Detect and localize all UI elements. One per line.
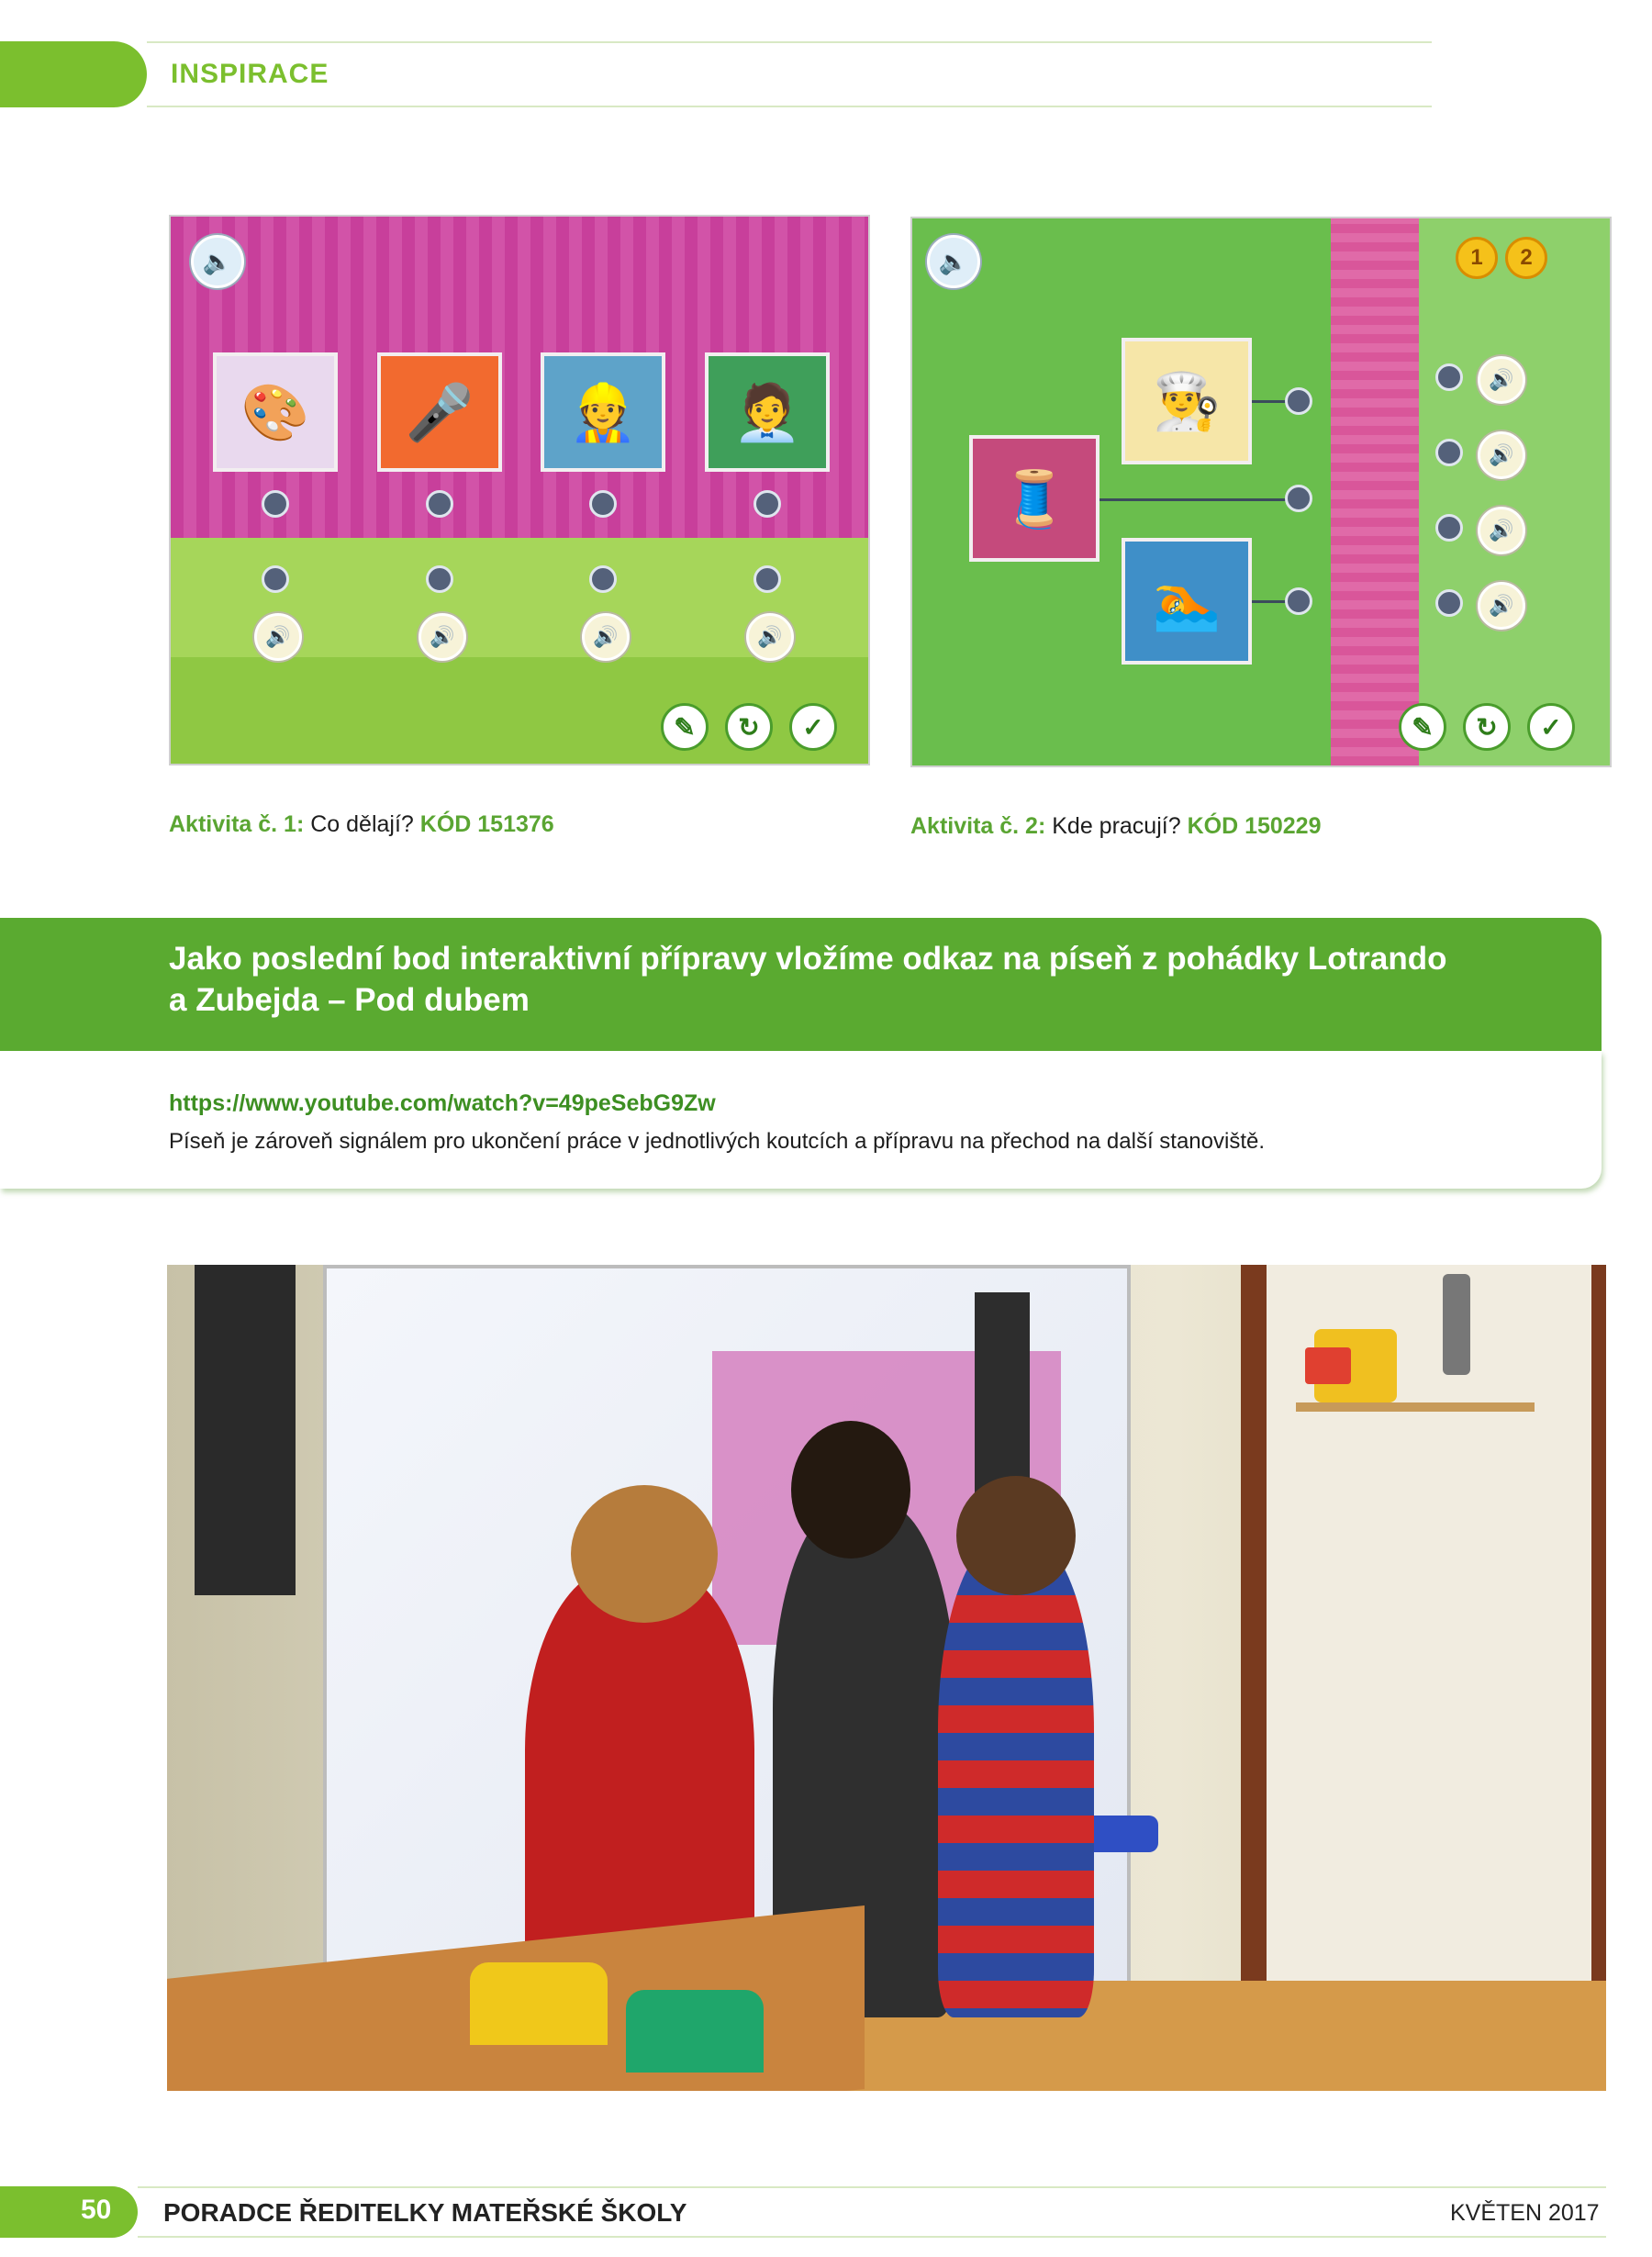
picture-tailor[interactable] [969,435,1099,562]
connector-dot[interactable] [262,565,289,593]
shelf [1296,1402,1535,1412]
caption-text: Kde pracují? [1052,813,1181,839]
speaker-icon[interactable]: 🔊 [1478,431,1525,479]
connector-dot[interactable] [1285,587,1312,615]
speaker-icon[interactable]: 🔊 [582,613,630,661]
connector-dot[interactable] [589,490,617,518]
youtube-link[interactable]: https://www.youtube.com/watch?v=49peSebG9Zw [169,1090,716,1116]
clerk-icon: 🧑‍💼 [732,381,802,443]
painter-icon: 🎨 [240,381,310,443]
sound-icon[interactable]: 🔈 [191,235,244,288]
speaker-icon[interactable]: 🔊 [746,613,794,661]
connector-dot[interactable] [1435,439,1463,466]
section-label: INSPIRACE [171,59,329,89]
connector-dot[interactable] [1435,363,1463,391]
green-chair [626,1990,764,2073]
pink-stripe [1331,218,1419,765]
worker-icon: 👷 [568,381,638,443]
caption-prefix: Aktivita č. 1: [169,811,305,837]
speaker-icon[interactable]: 🔊 [1478,356,1525,404]
connector-line [1099,498,1296,501]
cook-icon: 👨‍🍳 [1152,370,1222,432]
toy-traffic-light [1443,1274,1470,1375]
reset-icon[interactable]: ↻ [1463,703,1511,751]
sound-icon[interactable]: 🔈 [927,235,980,288]
activity1-caption [169,811,554,838]
edit-icon[interactable]: ✎ [661,703,709,751]
picture-singer[interactable] [377,352,502,472]
speaker-icon[interactable]: 🔊 [1478,507,1525,554]
child-striped [938,1540,1094,2017]
banner-heading: Jako poslední bod interaktivní přípravy vložíme odkaz na píseň z pohádky Lotrando a Zubejda – Pod dubem [169,941,1447,1018]
tailor-icon: 🧵 [999,467,1069,530]
caption-code: KÓD 150229 [1187,813,1322,839]
connector-dot[interactable] [1435,589,1463,617]
connector-dot[interactable] [262,490,289,518]
connector-dot[interactable] [753,490,781,518]
info-description: Píseň je zároveň signálem pro ukončení práce v jednotlivých koutcích a přípravu na přechod na další stanoviště. [169,1129,1266,1154]
child-girl-head [791,1421,910,1559]
connector-dot[interactable] [1435,514,1463,542]
connector-dot[interactable] [589,565,617,593]
singer-icon: 🎤 [405,381,474,443]
number-badge-1[interactable]: 1 [1456,237,1498,279]
edit-icon[interactable]: ✎ [1399,703,1446,751]
child-red-head [571,1485,718,1623]
publication-title: PORADCE ŘEDITELKY MATEŘSKÉ ŠKOLY [163,2198,687,2227]
connector-dot[interactable] [753,565,781,593]
classroom-photo [167,1265,1606,2091]
child-striped-head [956,1476,1076,1595]
picture-cook[interactable] [1122,338,1252,464]
activity2-screenshot [910,217,1612,767]
right-column [1419,218,1612,765]
header-accent-bar [0,41,147,107]
page-number: 50 [81,2195,112,2225]
check-icon[interactable]: ✓ [1527,703,1575,751]
picture-clerk[interactable] [705,352,830,472]
number-badge-2[interactable]: 2 [1505,237,1547,279]
check-icon[interactable]: ✓ [789,703,837,751]
footer-accent-bar [0,2186,138,2238]
toy-truck [1314,1329,1397,1402]
info-box [0,1051,1602,1189]
reset-icon[interactable]: ↻ [725,703,773,751]
issue-date: KVĚTEN 2017 [1450,2200,1600,2226]
picture-painter[interactable] [213,352,338,472]
speaker-icon[interactable]: 🔊 [1478,582,1525,630]
loudspeaker-left [195,1265,296,1595]
connector-dot[interactable] [426,490,453,518]
picture-worker[interactable] [541,352,665,472]
connector-dot[interactable] [426,565,453,593]
speaker-icon[interactable]: 🔊 [254,613,302,661]
activity2-caption [910,813,1322,840]
caption-text: Co dělají? [310,811,414,837]
activity1-screenshot [169,215,870,765]
connector-dot[interactable] [1285,485,1312,512]
caption-code: KÓD 151376 [419,811,554,837]
yellow-chair [470,1962,608,2045]
door [1241,1265,1606,2027]
swimmer-icon: 🏊 [1152,570,1222,632]
caption-prefix: Aktivita č. 2: [910,813,1046,839]
connector-dot[interactable] [1285,387,1312,415]
picture-swimmer[interactable] [1122,538,1252,665]
header-rule [147,41,1432,107]
speaker-icon[interactable]: 🔊 [419,613,466,661]
